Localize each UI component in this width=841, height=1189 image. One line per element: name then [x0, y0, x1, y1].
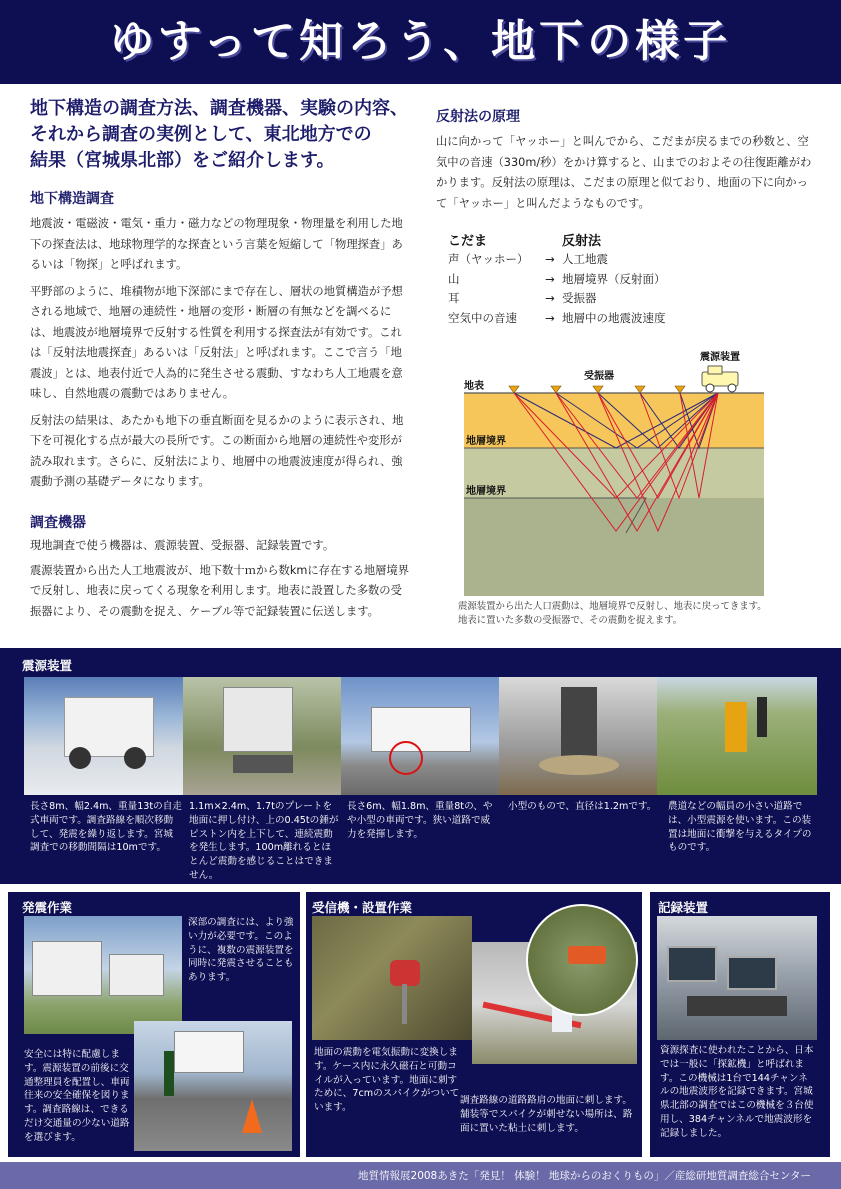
- analogy-right: 人工地震: [562, 252, 608, 267]
- boundary-label-1: 地層境界: [466, 436, 506, 447]
- analogy-head-left: こだま: [448, 234, 488, 250]
- deep-layer: [464, 498, 764, 596]
- photo-caption: 調査路線の道路路肩の地面に刺します。舗装等でスパイクが刺せない場所は、路面に置いた粘土に刺します。: [460, 1095, 633, 1134]
- analogy-row: [448, 250, 748, 270]
- small-baseplate-photo: [499, 677, 657, 795]
- surface-label: 地表: [464, 381, 484, 392]
- analogy-right: 地層中の地震波速度: [562, 310, 666, 325]
- recorder-photo: [657, 916, 817, 1040]
- section-heading: 反射法の原理: [436, 109, 520, 125]
- analogy-right: 地層境界（反射面）: [562, 271, 666, 286]
- caption-line: 地表に置いた多数の受振器で、その震動を捉えます。: [458, 615, 683, 626]
- arrow-icon: →: [545, 271, 555, 286]
- geophone-photo: [312, 916, 472, 1040]
- geophone-icon: [551, 386, 561, 393]
- analogy-row: [448, 308, 748, 328]
- footer-bar: [0, 1162, 841, 1189]
- paragraph: 反射法の結果は、あたかも地下の垂直断面を見るかのように表示され、地下を可視化する点が最大の長所です。この断面から地層の連続性や変形が読み取れます。さらに、反射法により、地層中の地震波速度が得られ、強震動予測の基礎データになります。: [30, 413, 404, 488]
- photo-caption: 長さ8m、幅2.4m、重量13tの自走式車両です。調査路線を順次移動して、発震を繰り返します。宮城調査での移動間隔は10mです。: [30, 801, 182, 854]
- section-principle: [436, 106, 816, 214]
- geophone-closeup-photo: [526, 904, 638, 1016]
- lead-text: [30, 96, 410, 174]
- analogy-right: 受振器: [562, 291, 597, 306]
- panel-title: 受信機・設置作業: [312, 900, 413, 915]
- receiver-label: 受振器: [584, 371, 614, 382]
- section-survey: [30, 188, 410, 493]
- analogy-left: 耳: [448, 291, 460, 306]
- geophone-icon: [635, 386, 645, 393]
- analogy-header: [448, 230, 748, 250]
- analogy-left: 山: [448, 271, 460, 286]
- paragraph: 山に向かって「ヤッホー」と叫んでから、こだまが戻るまでの秒数と、空気中の音速（330m/秒）をかけ算すると、山までのおよその往復距離がわかります。反射法の原理は、こだまの原理と似ており、地面の下に向かって「ヤッホー」と叫んだようなものです。: [436, 135, 812, 210]
- photo-caption: 安全には特に配慮します。震源装置の前後に交通整理員を配置し、車両往来の安全確保を図ります。調査路線は、できるだけ交通量の少ない道路を選びます。: [24, 1049, 130, 1143]
- reflection-diagram: [446, 346, 776, 596]
- paragraph: 現地調査で使う機器は、震源装置、受振器、記録装置です。: [30, 539, 335, 552]
- photo-caption: 資源探査に使われたことから、日本では一般に「探鉱機」と呼ばれます。この機械は1台で144チャンネルの地震波形を記録できます。宮城県北部の調査ではこの機械を３台使用し、384チャンネルで地震波形を記録しました。: [660, 1045, 814, 1139]
- arrow-icon: →: [545, 291, 555, 306]
- geophone-icon: [509, 386, 519, 393]
- photo-caption: 小型のもので、直径は1.2mです。: [508, 801, 657, 812]
- photo-caption: 農道などの幅員の小さい道路では、小型震源を使います。この装置は地面に衝撃を与えるタイプのものです。: [668, 801, 812, 854]
- section-equipment: [30, 512, 410, 622]
- diagram-caption: [458, 600, 767, 628]
- paragraph: 平野部のように、堆積物が地下深部にまで存在し、層状の地質構造が予想される地域で、地層の連続性・地層の変形・断層の有無などを調べるには、地震波が地層境界で反射する性質を利用する探査法が有効です。これは「反射法地震探査」あるいは「反射法」と呼ばれます。ここで言う「地震波」とは、地表付近で人為的に発生させる震動、すなわち人工地震を意味し、自然地震の震動ではありません。: [30, 284, 403, 400]
- section-heading: 調査機器: [30, 515, 86, 531]
- caption-line: 震源装置から出た人口震動は、地層境界で反射し、地表に戻ってきます。: [458, 601, 767, 612]
- lead-line: それから調査の実例として、東北地方での: [30, 124, 372, 145]
- vibrator-truck-photo: [24, 677, 183, 795]
- source-label: 震源装置: [700, 352, 740, 363]
- panel-title: 震源装置: [22, 658, 73, 673]
- photo-caption: 1.1m×2.4m、1.7tのプレートを地面に押し付け、上の0.45tの錘がピストン内を上下して、連続震動を発生します。100m離れるとほとんど震動を感じることはできません。: [189, 801, 339, 881]
- geophone-icon: [593, 386, 603, 393]
- geophone-icon: [675, 386, 685, 393]
- baseplate-photo: [183, 677, 341, 795]
- geophones: [509, 386, 685, 393]
- traffic-control-photo: [134, 1021, 292, 1151]
- paragraph: 震源装置から出た人工地震波が、地下数十ｍから数kmに存在する地層境界で反射し、地表に戻ってくる現象を利用します。地表に設置した多数の受振器により、その震動を捉え、ケーブル等で記録装置に伝送します。: [30, 563, 410, 618]
- analogy-left: 声（ヤッホー）: [448, 252, 529, 267]
- small-vibrator-photo: [341, 677, 499, 795]
- paragraph: 地震波・電磁波・電気・重力・磁力などの物理現象・物理量を利用した地下の探査法は、地球物理学的な探査という言葉を短縮して「物理探査」あるいは「物探」と呼ばれます。: [30, 217, 403, 271]
- arrow-icon: →: [545, 252, 555, 267]
- panel-title: 記録装置: [658, 900, 709, 915]
- photo-caption: 地面の震動を電気振動に変換します。ケース内に永久磁石と可動コイルが入っています。地面に刺すために、7cmのスパイクがついています。: [314, 1047, 460, 1114]
- photo-caption: 長さ6m、幅1.8m、重量8tの、やや小型の車両です。狭い道路で威力を発揮します。: [347, 801, 493, 840]
- analogy-row: [448, 289, 748, 309]
- analogy-row: [448, 269, 748, 289]
- title-banner: [0, 0, 841, 84]
- vibrator-truck-icon: [702, 366, 738, 392]
- lead-line: 結果（宮城県北部）をご紹介します。: [30, 150, 335, 171]
- multi-vibrator-photo: [24, 916, 182, 1034]
- boundary-label-2: 地層境界: [466, 486, 506, 497]
- analogy-table: [448, 230, 748, 328]
- photo-caption: 深部の調査には、より強い力が必要です。このように、複数の震源装置を同時に発震させることもあります。: [188, 917, 294, 984]
- page-title: ゆすって知ろう、地下の様子: [109, 16, 732, 67]
- lead-line: 地下構造の調査方法、調査機器、実験の内容、: [30, 98, 408, 119]
- analogy-head-right: 反射法: [562, 234, 602, 250]
- impact-source-photo: [657, 677, 817, 795]
- arrow-icon: →: [545, 310, 555, 325]
- section-heading: 地下構造調査: [30, 191, 114, 207]
- analogy-left: 空気中の音速: [448, 310, 517, 325]
- panel-title: 発震作業: [22, 900, 73, 915]
- footer-credit: 地質情報展2008あきた「発見！ 体験！ 地球からのおくりもの」／産総研地質調査総合センター: [358, 1170, 811, 1182]
- middle-layer: [464, 448, 764, 498]
